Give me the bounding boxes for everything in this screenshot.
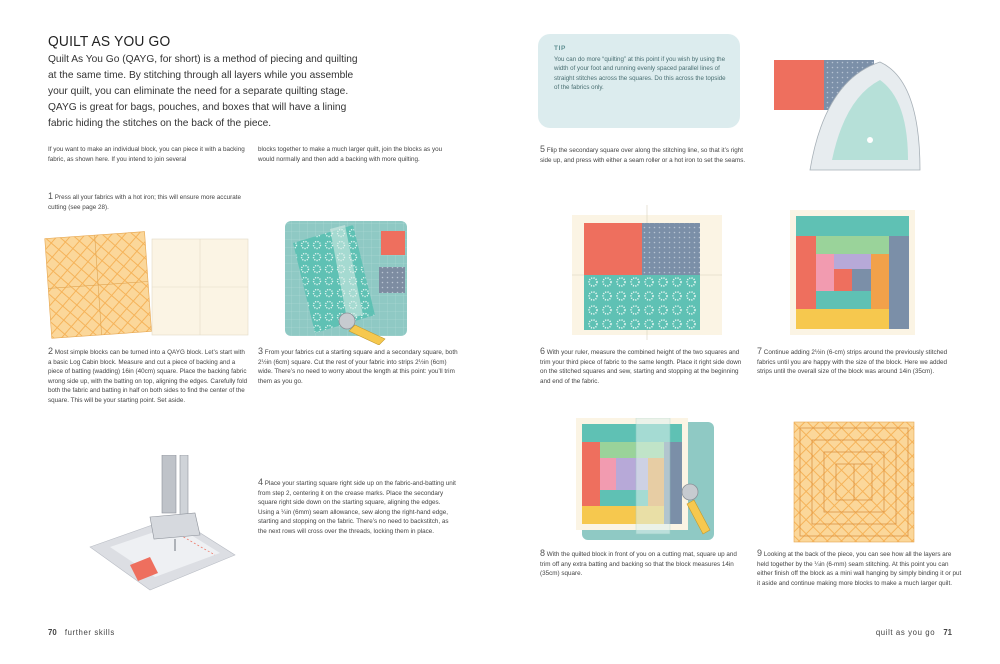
page-title: QUILT AS YOU GO <box>48 33 171 50</box>
intro-column-2: blocks together to make a much larger quilt, join the blocks as you would normally and then add a backing with more quilting. <box>258 146 443 163</box>
step-4-number: 4 <box>258 477 264 487</box>
step-3-number: 3 <box>258 346 264 356</box>
illustration-backing-batting <box>40 225 255 345</box>
page-number-left: 70 <box>48 628 57 637</box>
step-2-number: 2 <box>48 346 54 356</box>
page-number-right: 71 <box>943 628 952 637</box>
illustration-iron-pressing <box>770 40 930 180</box>
illustration-back-of-block <box>792 420 916 544</box>
step-7-text: 7 Continue adding 2½in (6-cm) strips around the previously stitched fabrics until you are happy with the size of the block. Here we added strips until the overall size of the block was around 14in (35cm). <box>757 346 948 376</box>
step-7-number: 7 <box>757 346 763 356</box>
step-4-text: 4 Place your starting square right side up on the fabric-and-batting unit from step 2, centering it on the crease marks. Place the secondary square right side down on the starting square, aligning the edges. Using a ¼in (6mm) seam allowance, sew along the right-hand edge, starting and stopping on the fabric. There’s no need to backstitch, as the next rows will cross over the threads, locking them in place. <box>258 477 456 535</box>
tip-label: TIP <box>554 45 566 52</box>
tip-text: You can do more “quilting” at this point if you wish by using the width of your foot and running evenly spaced parallel lines of straight stitches across the squares. Do this across the topside of the fabrics only. <box>554 56 726 91</box>
step-1-text: 1 Press all your fabrics with a hot iron; this will ensure more accurate cutting (see page 28). <box>48 191 241 211</box>
footer-left <box>48 628 115 637</box>
intro-paragraph: Quilt As You Go (QAYG, for short) is a method of piecing and quilting at the same time. By stitching through all layers while you assemble your quilt, you can eliminate the need for a separate quilting stage. QAYG is great for bags, pouches, and boxes that will have a lining fabric hiding the stitches on the back of the piece. <box>48 54 358 129</box>
step-6-number: 6 <box>540 346 546 356</box>
section-label-left: further skills <box>64 628 115 637</box>
step-5-number: 5 <box>540 144 546 154</box>
illustration-stitched-squares <box>572 205 722 340</box>
step-8-number: 8 <box>540 548 546 558</box>
illustration-trimming-block <box>572 418 722 543</box>
illustration-sewing-machine <box>70 455 245 605</box>
illustration-log-cabin-block <box>790 210 915 335</box>
footer-right <box>876 628 952 637</box>
step-9-number: 9 <box>757 548 763 558</box>
step-5-text: 5 Flip the secondary square over along the stitching line, so that it’s right side up, and press with either a seam roller or a hot iron to set the seams. <box>540 144 746 164</box>
step-6-text: 6 With your ruler, measure the combined height of the two squares and trim your third piece of fabric to the same length. Place it right side down on the stitched squares and sew, starting and stopping at the beginning and end of the fabric. <box>540 346 742 385</box>
step-1-number: 1 <box>48 191 54 201</box>
section-label-right: quilt as you go <box>875 628 936 637</box>
illustration-cutting-fabric <box>275 215 425 345</box>
step-9-text: 9 Looking at the back of the piece, you can see how all the layers are held together by the ¼in (6-mm) seam stitching. At this point you can either finish off the block as a mini wall hanging by simply binding it or put it aside and continue making more blocks to make a much larger quilt. <box>757 548 962 587</box>
intro-column-1: If you want to make an individual block, you can piece it with a backing fabric, as shown here. If you intend to join several <box>48 146 245 163</box>
step-3-text: 3 From your fabrics cut a starting square and a secondary square, both 2½in (6cm) square. Cut the rest of your fabric into strips 2½in (6cm) wide. There’s no need to worry about the length at this point: you’ll trim them as you go. <box>258 346 458 385</box>
step-2-text: 2 Most simple blocks can be turned into a QAYG block. Let’s start with a basic Log Cabin block. Measure and cut a piece of backing and a piece of batting (wadding) 16in (40cm) square. Place the backing fabric wrong side up, with the batting on top, aligning the edges. Carefully fold both the fabric and batting in half on both sides to find the center of the square. This will be your starting point. Set aside. <box>48 346 248 404</box>
step-8-text: 8 With the quilted block in front of you on a cutting mat, square up and trim off any extra batting and backing so that the block measures 14in (35cm) square. <box>540 548 737 578</box>
